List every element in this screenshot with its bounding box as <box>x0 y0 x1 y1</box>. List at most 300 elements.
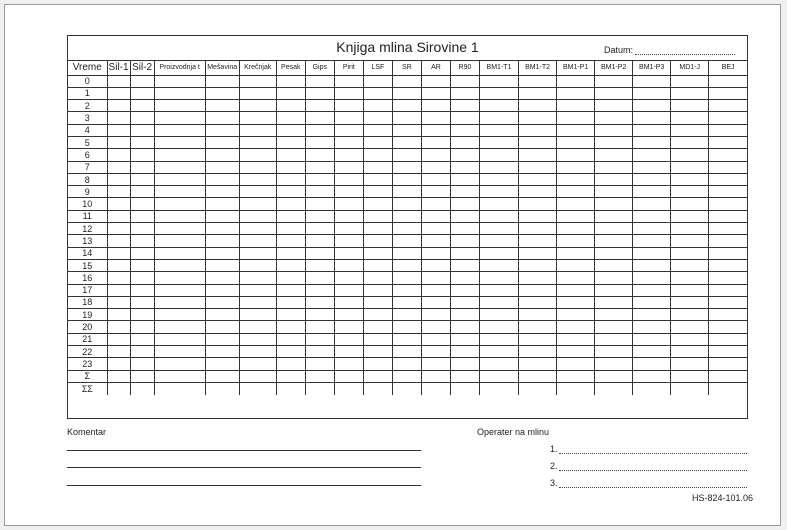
table-cell[interactable] <box>130 259 154 271</box>
table-cell[interactable] <box>205 358 239 370</box>
table-cell[interactable] <box>595 284 633 296</box>
table-cell[interactable] <box>239 100 276 112</box>
table-cell[interactable] <box>334 309 363 321</box>
table-cell[interactable] <box>130 112 154 124</box>
table-cell[interactable] <box>479 284 518 296</box>
table-cell[interactable] <box>130 370 154 382</box>
table-cell[interactable] <box>205 247 239 259</box>
table-cell[interactable] <box>276 186 305 198</box>
table-cell[interactable] <box>671 382 709 394</box>
table-cell[interactable] <box>130 284 154 296</box>
table-cell[interactable] <box>305 161 334 173</box>
table-cell[interactable] <box>205 149 239 161</box>
table-cell[interactable] <box>633 370 671 382</box>
table-cell[interactable] <box>334 173 363 185</box>
table-cell[interactable] <box>334 259 363 271</box>
table-cell[interactable] <box>239 370 276 382</box>
table-cell[interactable] <box>421 321 450 333</box>
table-cell[interactable] <box>154 259 205 271</box>
table-cell[interactable] <box>479 161 518 173</box>
table-cell[interactable] <box>107 136 130 148</box>
table-cell[interactable] <box>392 112 421 124</box>
table-cell[interactable] <box>595 136 633 148</box>
table-cell[interactable] <box>421 346 450 358</box>
table-cell[interactable] <box>363 198 392 210</box>
table-cell[interactable] <box>363 284 392 296</box>
table-cell[interactable] <box>450 333 479 345</box>
table-cell[interactable] <box>154 333 205 345</box>
table-cell[interactable] <box>709 112 747 124</box>
table-cell[interactable] <box>421 284 450 296</box>
table-cell[interactable] <box>130 235 154 247</box>
table-cell[interactable] <box>450 161 479 173</box>
table-cell[interactable] <box>276 321 305 333</box>
table-cell[interactable] <box>130 296 154 308</box>
table-cell[interactable] <box>130 124 154 136</box>
table-cell[interactable] <box>595 87 633 99</box>
table-cell[interactable] <box>276 223 305 235</box>
table-cell[interactable] <box>392 223 421 235</box>
table-cell[interactable] <box>363 321 392 333</box>
table-cell[interactable] <box>450 272 479 284</box>
table-cell[interactable] <box>595 296 633 308</box>
table-cell[interactable] <box>363 210 392 222</box>
date-field[interactable] <box>604 45 735 55</box>
table-cell[interactable] <box>557 333 595 345</box>
table-cell[interactable] <box>205 309 239 321</box>
table-cell[interactable] <box>276 149 305 161</box>
table-cell[interactable] <box>633 87 671 99</box>
table-cell[interactable] <box>154 309 205 321</box>
table-cell[interactable] <box>205 259 239 271</box>
table-cell[interactable] <box>154 161 205 173</box>
table-cell[interactable] <box>239 112 276 124</box>
table-cell[interactable] <box>633 124 671 136</box>
table-cell[interactable] <box>450 247 479 259</box>
table-cell[interactable] <box>557 309 595 321</box>
table-cell[interactable] <box>205 235 239 247</box>
table-cell[interactable] <box>276 309 305 321</box>
table-cell[interactable] <box>305 309 334 321</box>
table-cell[interactable] <box>709 247 747 259</box>
table-cell[interactable] <box>557 223 595 235</box>
table-cell[interactable] <box>276 333 305 345</box>
table-cell[interactable] <box>305 100 334 112</box>
table-cell[interactable] <box>479 333 518 345</box>
table-cell[interactable] <box>671 136 709 148</box>
table-cell[interactable] <box>557 161 595 173</box>
table-cell[interactable] <box>633 321 671 333</box>
table-cell[interactable] <box>421 87 450 99</box>
table-cell[interactable] <box>239 161 276 173</box>
table-cell[interactable] <box>154 186 205 198</box>
table-cell[interactable] <box>421 124 450 136</box>
table-cell[interactable] <box>239 284 276 296</box>
table-cell[interactable] <box>709 259 747 271</box>
table-cell[interactable] <box>709 272 747 284</box>
table-cell[interactable] <box>205 296 239 308</box>
table-cell[interactable] <box>557 272 595 284</box>
table-cell[interactable] <box>709 296 747 308</box>
table-cell[interactable] <box>709 124 747 136</box>
table-cell[interactable] <box>205 173 239 185</box>
table-cell[interactable] <box>421 112 450 124</box>
table-cell[interactable] <box>671 198 709 210</box>
table-cell[interactable] <box>519 100 557 112</box>
table-cell[interactable] <box>205 198 239 210</box>
table-cell[interactable] <box>557 247 595 259</box>
table-cell[interactable] <box>479 358 518 370</box>
table-cell[interactable] <box>519 136 557 148</box>
table-cell[interactable] <box>450 259 479 271</box>
table-cell[interactable] <box>305 333 334 345</box>
table-cell[interactable] <box>421 223 450 235</box>
table-cell[interactable] <box>107 198 130 210</box>
table-cell[interactable] <box>421 210 450 222</box>
table-cell[interactable] <box>392 272 421 284</box>
table-cell[interactable] <box>519 161 557 173</box>
table-cell[interactable] <box>107 370 130 382</box>
table-cell[interactable] <box>305 296 334 308</box>
table-cell[interactable] <box>392 370 421 382</box>
table-cell[interactable] <box>334 149 363 161</box>
table-cell[interactable] <box>709 173 747 185</box>
table-cell[interactable] <box>305 382 334 394</box>
table-cell[interactable] <box>519 284 557 296</box>
table-cell[interactable] <box>671 321 709 333</box>
table-cell[interactable] <box>709 198 747 210</box>
table-cell[interactable] <box>479 272 518 284</box>
table-cell[interactable] <box>107 358 130 370</box>
table-cell[interactable] <box>557 370 595 382</box>
table-cell[interactable] <box>107 173 130 185</box>
table-cell[interactable] <box>479 321 518 333</box>
table-cell[interactable] <box>633 223 671 235</box>
table-cell[interactable] <box>392 382 421 394</box>
table-cell[interactable] <box>709 161 747 173</box>
table-cell[interactable] <box>519 210 557 222</box>
table-cell[interactable] <box>305 321 334 333</box>
table-cell[interactable] <box>450 136 479 148</box>
table-cell[interactable] <box>392 149 421 161</box>
table-cell[interactable] <box>239 346 276 358</box>
table-cell[interactable] <box>421 75 450 87</box>
table-cell[interactable] <box>633 210 671 222</box>
table-cell[interactable] <box>392 235 421 247</box>
table-cell[interactable] <box>479 149 518 161</box>
table-cell[interactable] <box>421 309 450 321</box>
table-cell[interactable] <box>479 198 518 210</box>
table-cell[interactable] <box>239 382 276 394</box>
table-cell[interactable] <box>107 346 130 358</box>
table-cell[interactable] <box>671 346 709 358</box>
table-cell[interactable] <box>671 309 709 321</box>
table-cell[interactable] <box>305 136 334 148</box>
table-cell[interactable] <box>107 161 130 173</box>
table-cell[interactable] <box>450 112 479 124</box>
table-cell[interactable] <box>557 210 595 222</box>
table-cell[interactable] <box>595 370 633 382</box>
operator-signature-line[interactable] <box>550 444 747 454</box>
table-cell[interactable] <box>276 370 305 382</box>
table-cell[interactable] <box>421 247 450 259</box>
table-cell[interactable] <box>392 358 421 370</box>
table-cell[interactable] <box>205 272 239 284</box>
table-cell[interactable] <box>709 382 747 394</box>
table-cell[interactable] <box>421 272 450 284</box>
table-cell[interactable] <box>392 136 421 148</box>
table-cell[interactable] <box>154 112 205 124</box>
table-cell[interactable] <box>671 100 709 112</box>
table-cell[interactable] <box>392 161 421 173</box>
table-cell[interactable] <box>709 87 747 99</box>
table-cell[interactable] <box>519 173 557 185</box>
table-cell[interactable] <box>334 333 363 345</box>
table-cell[interactable] <box>479 223 518 235</box>
table-cell[interactable] <box>450 358 479 370</box>
table-cell[interactable] <box>239 223 276 235</box>
table-cell[interactable] <box>305 259 334 271</box>
table-cell[interactable] <box>557 346 595 358</box>
table-cell[interactable] <box>595 235 633 247</box>
table-cell[interactable] <box>479 296 518 308</box>
table-cell[interactable] <box>305 284 334 296</box>
table-cell[interactable] <box>421 186 450 198</box>
table-cell[interactable] <box>392 333 421 345</box>
table-cell[interactable] <box>107 296 130 308</box>
table-cell[interactable] <box>205 124 239 136</box>
table-cell[interactable] <box>595 173 633 185</box>
table-cell[interactable] <box>276 296 305 308</box>
table-cell[interactable] <box>205 333 239 345</box>
table-cell[interactable] <box>595 346 633 358</box>
table-cell[interactable] <box>671 87 709 99</box>
table-cell[interactable] <box>130 346 154 358</box>
table-cell[interactable] <box>709 235 747 247</box>
table-cell[interactable] <box>671 284 709 296</box>
table-cell[interactable] <box>421 198 450 210</box>
table-cell[interactable] <box>595 100 633 112</box>
table-cell[interactable] <box>633 382 671 394</box>
table-cell[interactable] <box>239 173 276 185</box>
table-cell[interactable] <box>421 136 450 148</box>
table-cell[interactable] <box>276 284 305 296</box>
table-cell[interactable] <box>709 346 747 358</box>
table-cell[interactable] <box>421 370 450 382</box>
table-cell[interactable] <box>334 223 363 235</box>
table-cell[interactable] <box>671 210 709 222</box>
table-cell[interactable] <box>519 333 557 345</box>
table-cell[interactable] <box>107 124 130 136</box>
table-cell[interactable] <box>421 235 450 247</box>
table-cell[interactable] <box>363 87 392 99</box>
table-cell[interactable] <box>633 346 671 358</box>
table-cell[interactable] <box>557 173 595 185</box>
table-cell[interactable] <box>519 259 557 271</box>
operator-dotted-line[interactable] <box>559 479 747 488</box>
table-cell[interactable] <box>154 223 205 235</box>
table-cell[interactable] <box>519 247 557 259</box>
table-cell[interactable] <box>305 247 334 259</box>
table-cell[interactable] <box>671 112 709 124</box>
table-cell[interactable] <box>363 124 392 136</box>
table-cell[interactable] <box>276 198 305 210</box>
table-cell[interactable] <box>709 186 747 198</box>
table-cell[interactable] <box>519 75 557 87</box>
table-cell[interactable] <box>130 136 154 148</box>
date-line[interactable] <box>635 45 735 55</box>
table-cell[interactable] <box>205 321 239 333</box>
table-cell[interactable] <box>671 161 709 173</box>
table-cell[interactable] <box>519 235 557 247</box>
table-cell[interactable] <box>557 259 595 271</box>
table-cell[interactable] <box>334 358 363 370</box>
table-cell[interactable] <box>276 100 305 112</box>
table-cell[interactable] <box>276 247 305 259</box>
table-cell[interactable] <box>450 186 479 198</box>
table-cell[interactable] <box>392 198 421 210</box>
table-cell[interactable] <box>363 75 392 87</box>
table-cell[interactable] <box>709 223 747 235</box>
table-cell[interactable] <box>557 87 595 99</box>
table-cell[interactable] <box>633 272 671 284</box>
table-cell[interactable] <box>305 198 334 210</box>
table-cell[interactable] <box>519 124 557 136</box>
table-cell[interactable] <box>557 75 595 87</box>
table-cell[interactable] <box>154 198 205 210</box>
table-cell[interactable] <box>709 321 747 333</box>
table-cell[interactable] <box>107 259 130 271</box>
table-cell[interactable] <box>709 136 747 148</box>
table-cell[interactable] <box>107 112 130 124</box>
table-cell[interactable] <box>421 358 450 370</box>
table-cell[interactable] <box>363 186 392 198</box>
table-cell[interactable] <box>392 186 421 198</box>
table-cell[interactable] <box>519 112 557 124</box>
table-cell[interactable] <box>595 223 633 235</box>
table-cell[interactable] <box>107 75 130 87</box>
table-cell[interactable] <box>633 136 671 148</box>
table-cell[interactable] <box>334 370 363 382</box>
table-cell[interactable] <box>205 284 239 296</box>
table-cell[interactable] <box>479 75 518 87</box>
table-cell[interactable] <box>450 173 479 185</box>
table-cell[interactable] <box>239 75 276 87</box>
table-cell[interactable] <box>305 235 334 247</box>
table-cell[interactable] <box>107 223 130 235</box>
table-cell[interactable] <box>633 333 671 345</box>
table-cell[interactable] <box>334 284 363 296</box>
operator-dotted-line[interactable] <box>559 462 747 471</box>
table-cell[interactable] <box>671 358 709 370</box>
table-cell[interactable] <box>392 284 421 296</box>
table-cell[interactable] <box>595 382 633 394</box>
table-cell[interactable] <box>671 186 709 198</box>
table-cell[interactable] <box>130 272 154 284</box>
table-cell[interactable] <box>305 149 334 161</box>
table-cell[interactable] <box>130 100 154 112</box>
table-cell[interactable] <box>205 210 239 222</box>
table-cell[interactable] <box>479 100 518 112</box>
table-cell[interactable] <box>450 124 479 136</box>
table-cell[interactable] <box>519 346 557 358</box>
table-cell[interactable] <box>595 75 633 87</box>
table-cell[interactable] <box>557 198 595 210</box>
table-cell[interactable] <box>107 309 130 321</box>
table-cell[interactable] <box>107 87 130 99</box>
table-cell[interactable] <box>107 321 130 333</box>
table-cell[interactable] <box>107 247 130 259</box>
table-cell[interactable] <box>519 358 557 370</box>
table-cell[interactable] <box>519 149 557 161</box>
table-cell[interactable] <box>305 186 334 198</box>
table-cell[interactable] <box>334 382 363 394</box>
table-cell[interactable] <box>154 87 205 99</box>
table-cell[interactable] <box>519 309 557 321</box>
table-cell[interactable] <box>305 272 334 284</box>
table-cell[interactable] <box>363 259 392 271</box>
table-cell[interactable] <box>276 210 305 222</box>
table-cell[interactable] <box>334 321 363 333</box>
table-cell[interactable] <box>421 296 450 308</box>
table-cell[interactable] <box>107 284 130 296</box>
table-cell[interactable] <box>363 173 392 185</box>
table-cell[interactable] <box>450 223 479 235</box>
table-cell[interactable] <box>239 247 276 259</box>
table-cell[interactable] <box>519 272 557 284</box>
table-cell[interactable] <box>305 173 334 185</box>
table-cell[interactable] <box>305 112 334 124</box>
table-cell[interactable] <box>363 100 392 112</box>
table-cell[interactable] <box>557 358 595 370</box>
table-cell[interactable] <box>479 370 518 382</box>
table-cell[interactable] <box>557 284 595 296</box>
table-cell[interactable] <box>305 346 334 358</box>
table-cell[interactable] <box>305 75 334 87</box>
table-cell[interactable] <box>239 124 276 136</box>
table-cell[interactable] <box>595 247 633 259</box>
table-cell[interactable] <box>334 136 363 148</box>
table-cell[interactable] <box>421 149 450 161</box>
table-cell[interactable] <box>154 358 205 370</box>
table-cell[interactable] <box>671 272 709 284</box>
comment-line[interactable] <box>67 467 421 468</box>
table-cell[interactable] <box>363 346 392 358</box>
table-cell[interactable] <box>130 358 154 370</box>
table-cell[interactable] <box>392 346 421 358</box>
table-cell[interactable] <box>130 149 154 161</box>
table-cell[interactable] <box>709 309 747 321</box>
table-cell[interactable] <box>205 223 239 235</box>
table-cell[interactable] <box>709 284 747 296</box>
table-cell[interactable] <box>595 321 633 333</box>
table-cell[interactable] <box>154 296 205 308</box>
table-cell[interactable] <box>334 247 363 259</box>
table-cell[interactable] <box>363 333 392 345</box>
table-cell[interactable] <box>633 235 671 247</box>
table-cell[interactable] <box>479 112 518 124</box>
table-cell[interactable] <box>633 100 671 112</box>
table-cell[interactable] <box>633 259 671 271</box>
table-cell[interactable] <box>239 321 276 333</box>
table-cell[interactable] <box>709 210 747 222</box>
table-cell[interactable] <box>205 87 239 99</box>
table-cell[interactable] <box>671 75 709 87</box>
table-cell[interactable] <box>334 296 363 308</box>
table-cell[interactable] <box>107 333 130 345</box>
table-cell[interactable] <box>450 370 479 382</box>
table-cell[interactable] <box>363 370 392 382</box>
